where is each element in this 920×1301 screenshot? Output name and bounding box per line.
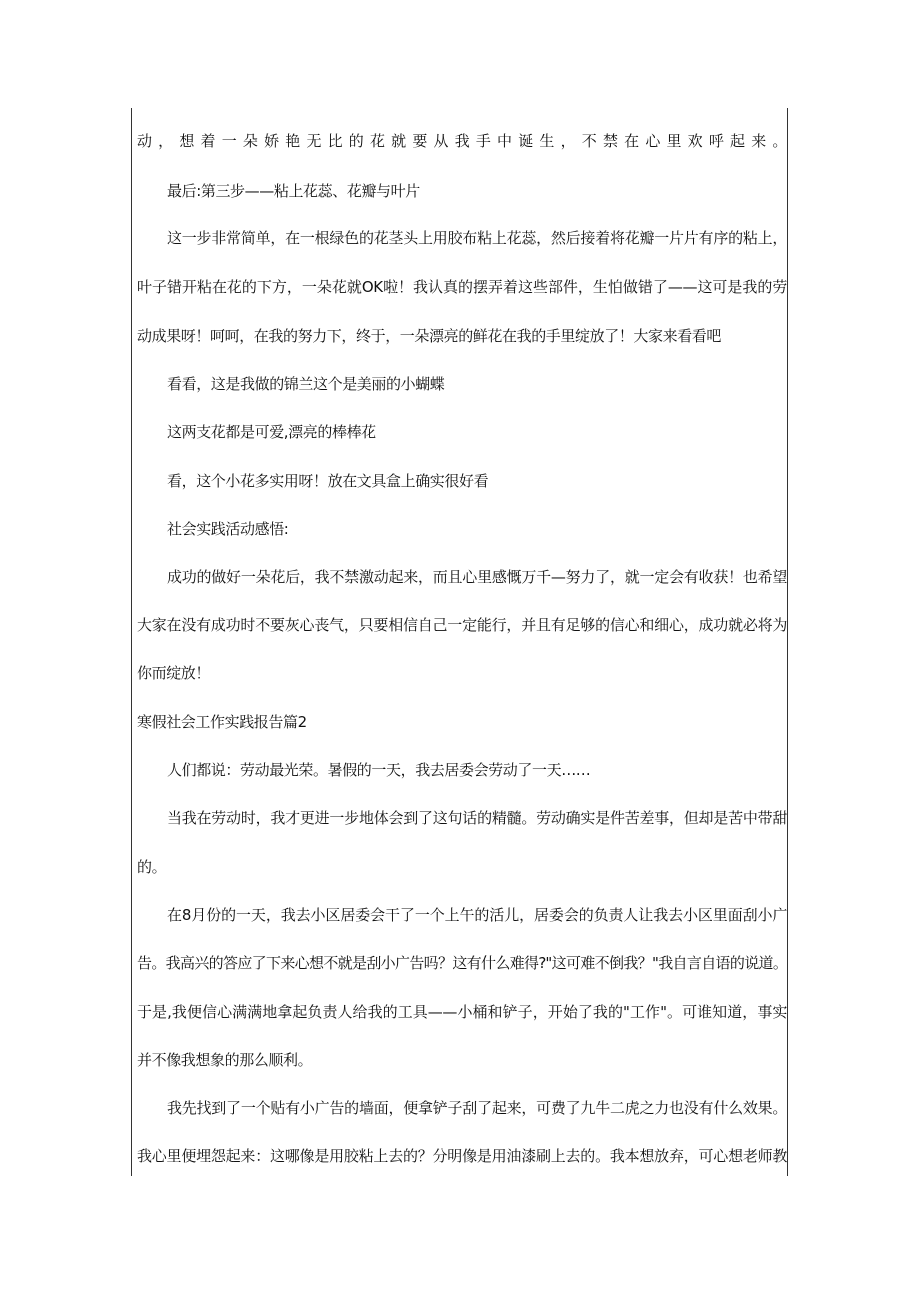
- text-line: 在8月份的一天，我去小区居委会干了一个上午的活儿，居委会的负责人让我去小区里面刮小广: [167, 906, 787, 924]
- text-line: 成功的做好一朵花后，我不禁激动起来，而且心里感慨万千—努力了，就一定会有收获！也希望: [167, 568, 787, 586]
- text-line: 告。我高兴的答应了下来心想不就是刮小广告吗？这有什么难得?"这可难不倒我？"我自言自语的说道。: [137, 954, 787, 972]
- text-line: 这一步非常简单，在一根绿色的花茎头上用胶布粘上花蕊，然后接着将花瓣一片片有序的粘上，: [167, 229, 787, 247]
- text-line: 并不像我想象的那么顺利。: [137, 1051, 313, 1069]
- text-line: 动成果呀！呵呵，在我的努力下，终于，一朵漂亮的鲜花在我的手里绽放了！大家来看看吧: [137, 327, 722, 345]
- text-line: 当我在劳动时，我才更进一步地体会到了这句话的精髓。劳动确实是件苦差事，但却是苦中带甜: [167, 809, 787, 827]
- text-line: 最后:第三步——粘上花蕊、花瓣与叶片: [167, 182, 420, 200]
- section-heading: 寒假社会工作实践报告篇2: [137, 713, 307, 731]
- text-line: 社会实践活动感悟:: [167, 520, 289, 538]
- text-line: 我心里便埋怨起来：这哪像是用胶粘上去的？分明像是用油漆刷上去的。我本想放弃，可心想老师教: [137, 1147, 787, 1165]
- text-line: 人们都说：劳动最光荣。暑假的一天，我去居委会劳动了一天……: [167, 761, 591, 779]
- text-line: 叶子错开粘在花的下方，一朵花就OK啦！我认真的摆弄着这些部件，生怕做错了——这可是我的劳: [137, 278, 787, 296]
- text-line: 看看，这是我做的锦兰这个是美丽的小蝴蝶: [167, 375, 445, 393]
- text-line: 动，想着一朵娇艳无比的花就要从我手中诞生，不禁在心里欢呼起来。: [137, 132, 787, 150]
- text-line: 于是,我便信心满满地拿起负责人给我的工具——小桶和铲子，开始了我的"工作"。可谁知道，事实: [137, 1003, 787, 1021]
- text-line: 这两支花都是可爱,漂亮的棒棒花: [167, 423, 376, 441]
- text-line: 我先找到了一个贴有小广告的墙面，便拿铲子刮了起来，可费了九牛二虎之力也没有什么效果。: [167, 1099, 787, 1117]
- text-line: 的。: [137, 858, 167, 876]
- text-line: 你而绽放！: [137, 664, 211, 682]
- text-line: 看，这个小花多实用呀！放在文具盒上确实很好看: [167, 472, 489, 490]
- text-line: 大家在没有成功时不要灰心丧气，只要相信自己一定能行，并且有足够的信心和细心，成功就必将为: [137, 616, 787, 634]
